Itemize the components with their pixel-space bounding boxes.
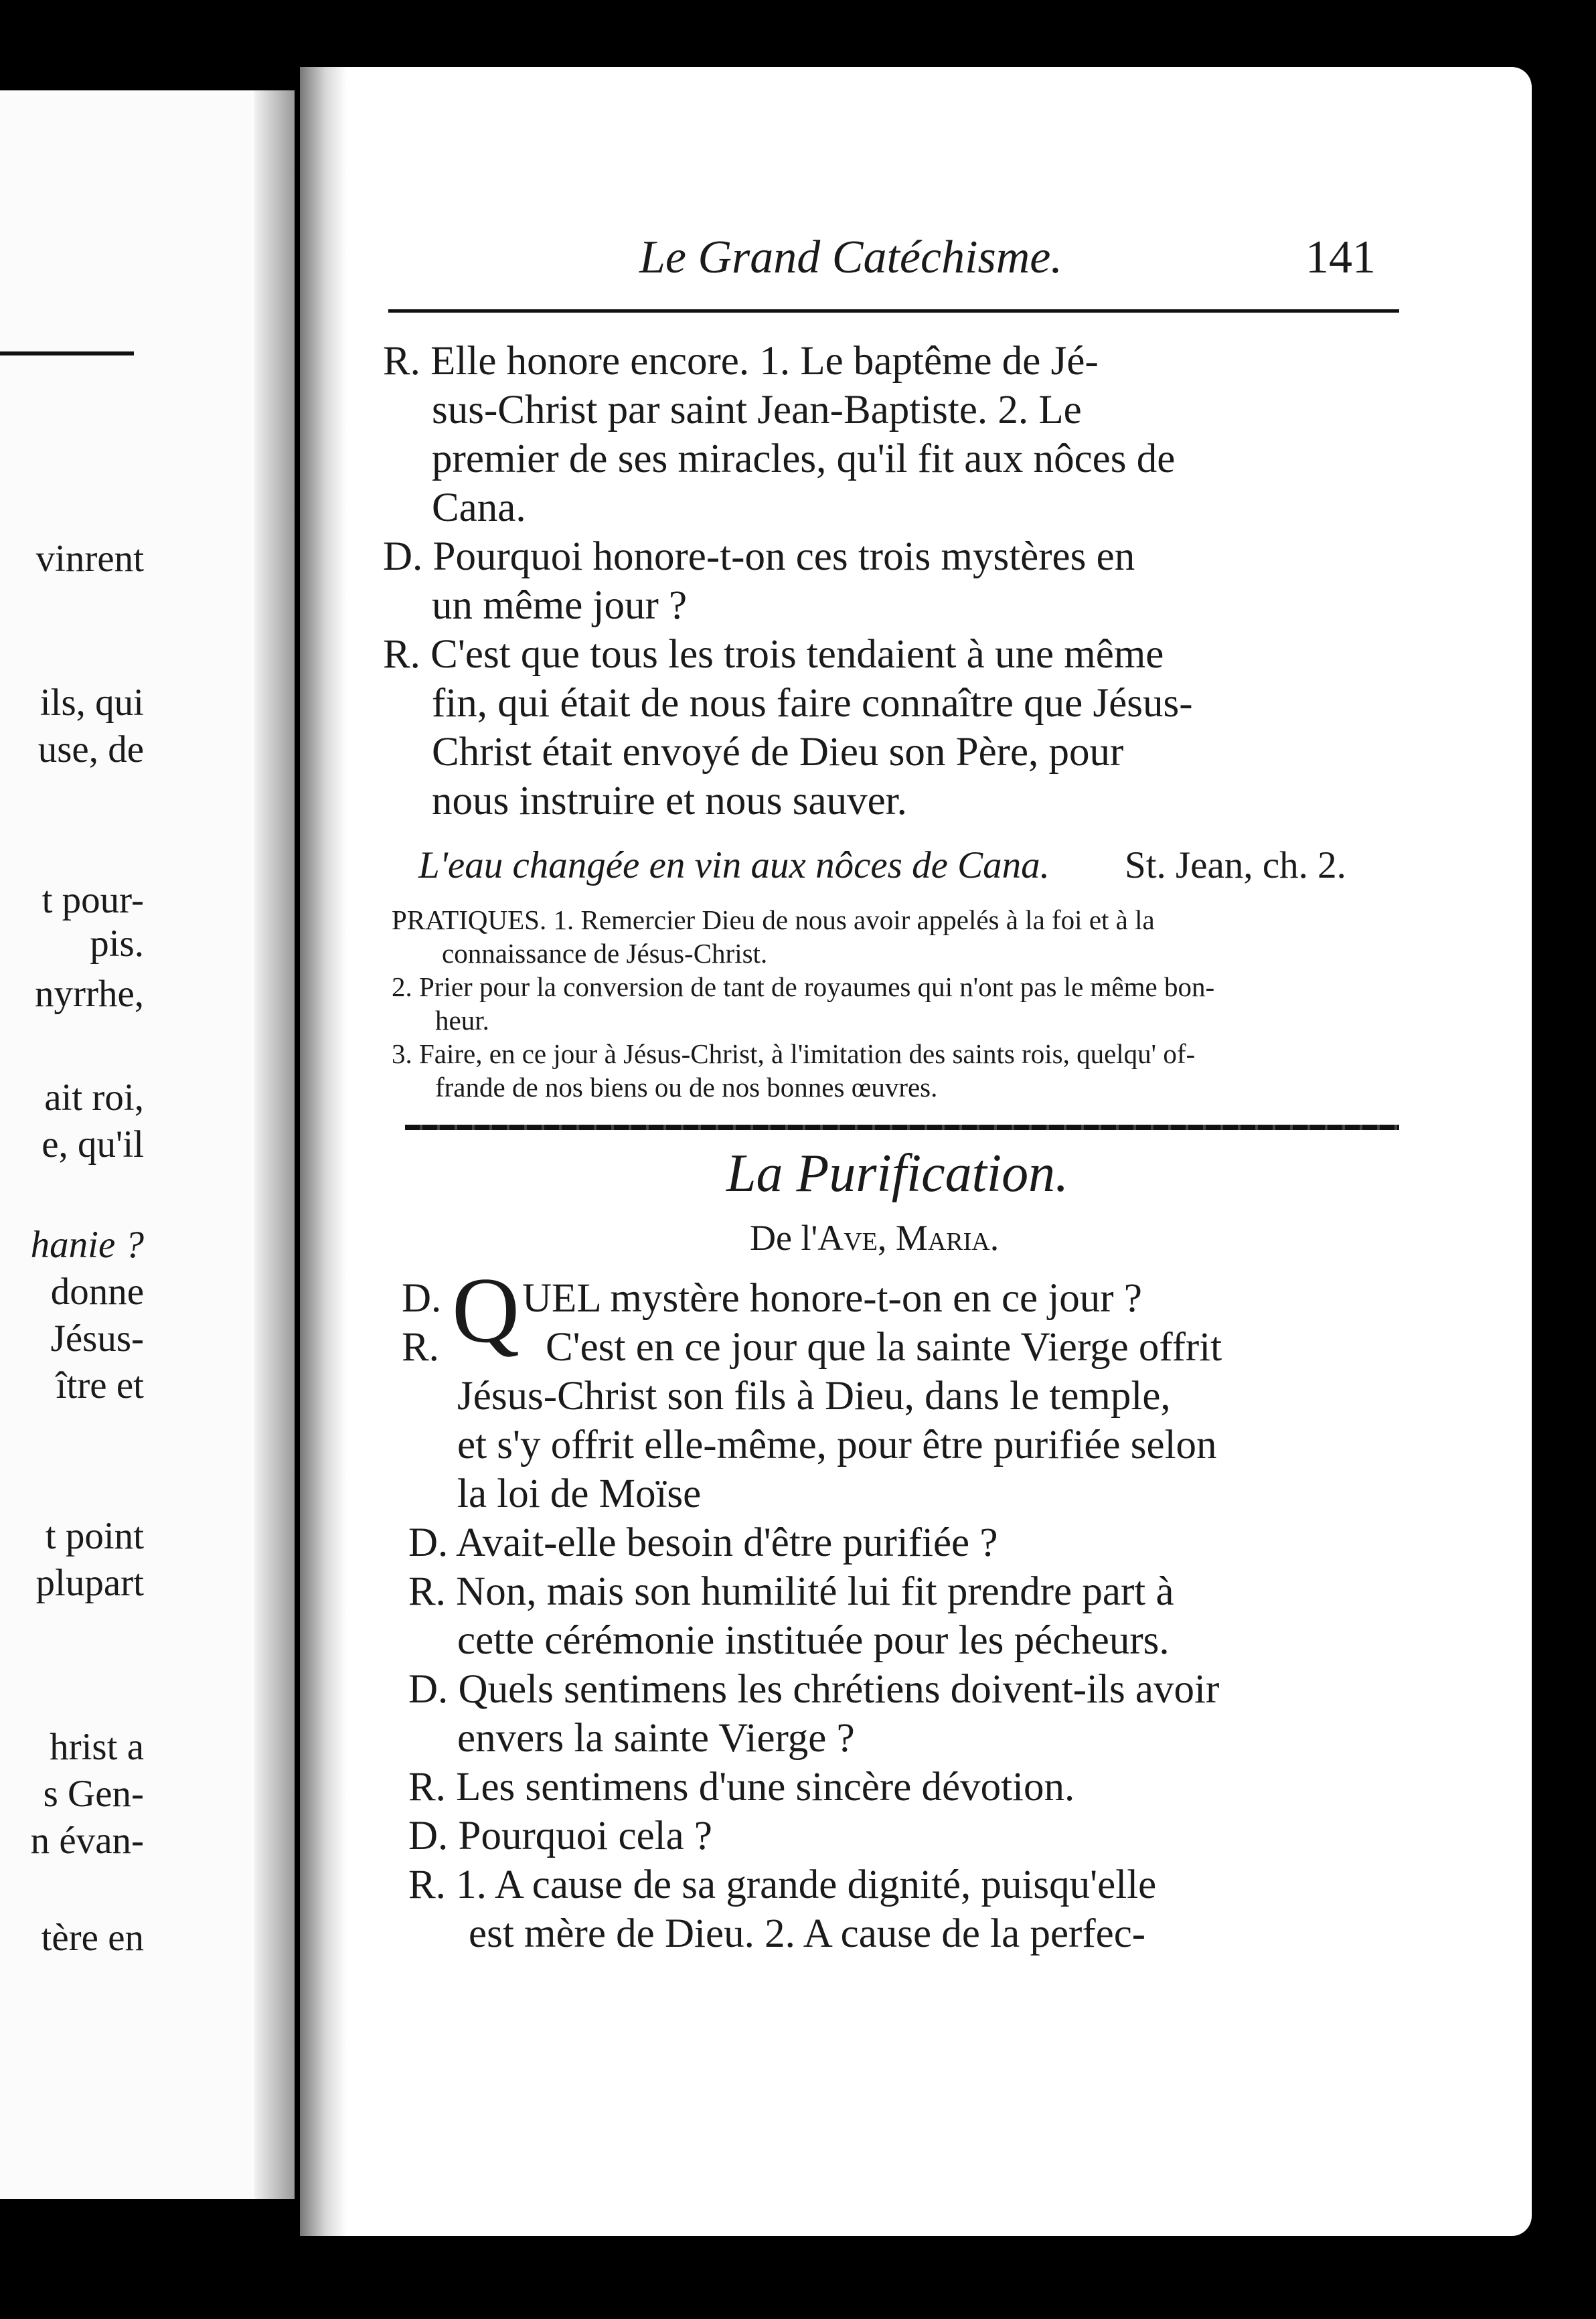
text-line: R. C'est que tous les trois tendaient à une même [383,632,1164,677]
section-title: La Purification. [726,1144,1069,1203]
left-fragment: nyrrhe, [34,973,144,1015]
left-fragment: t pour- [42,879,144,921]
section-subtitle [750,1217,999,1259]
text-line: C'est en ce jour que la sainte Vierge offrit [546,1325,1222,1370]
left-fragment: hrist a [50,1726,144,1768]
text-line: D. Pourquoi cela ? [408,1814,712,1858]
illustration-caption: L'eau changée en vin aux nôces de Cana. [418,844,1050,886]
pratiques-line: frande de nos biens ou de nos bonnes œuvres. [435,1072,938,1103]
page-number: 141 [1305,232,1376,283]
pratiques-line: 3. Faire, en ce jour à Jésus-Christ, à l'imitation des saints rois, quelqu' of- [392,1038,1196,1069]
left-page-shadow [254,90,295,2199]
text-line: fin, qui était de nous faire connaître que Jésus- [432,681,1193,726]
left-fragment: ils, qui [39,682,144,724]
left-fragment: Jésus- [50,1317,144,1360]
left-fragment: hanie ? [30,1224,144,1266]
text-line: un même jour ? [432,583,688,628]
caption-reference: St. Jean, ch. 2. [1125,844,1346,886]
left-page-rule [0,351,134,355]
text-line: cette cérémonie instituée pour les pécheurs. [457,1618,1170,1663]
left-fragment: tère en [41,1917,144,1959]
left-fragment: use, de [37,728,144,771]
text-line: nous instruire et nous sauver. [432,779,907,823]
text-line: R. Non, mais son humilité lui fit prendre part à [408,1569,1174,1614]
text-line: R. Elle honore encore. 1. Le baptême de Jé- [383,339,1099,384]
subtitle-smallcaps: Ave, Maria. [817,1218,1000,1258]
running-head-title: Le Grand Catéchisme. [639,232,1062,283]
left-fragment: t point [45,1515,144,1557]
text-line: D. Avait-elle besoin d'être purifiée ? [408,1520,998,1565]
text-line: envers la sainte Vierge ? [457,1716,855,1761]
subtitle-prefix: De l' [750,1218,818,1258]
pratiques-line: 2. Prier pour la conversion de tant de royaumes qui n'ont pas le même bon- [392,971,1215,1002]
text-line: D. Quels sentimens les chrétiens doivent-ils avoir [408,1667,1220,1712]
left-fragment: donne [50,1271,144,1313]
text-line: Jésus-Christ son fils à Dieu, dans le temple, [457,1374,1171,1419]
left-page [0,90,285,2199]
pratiques-line: heur. [435,1005,489,1036]
text-line: R. 1. A cause de sa grande dignité, puisqu'elle [408,1862,1157,1907]
left-fragment: pis. [90,923,144,965]
text-line: la loi de Moïse [457,1471,702,1516]
text-line: Christ était envoyé de Dieu son Père, pour [432,730,1124,775]
text-line-label: R. [402,1325,439,1370]
text-line: R. Les sentimens d'une sincère dévotion. [408,1765,1075,1810]
drop-cap: Q [452,1259,520,1362]
left-fragment: s Gen- [43,1773,144,1815]
left-fragment: ait roi, [44,1076,144,1119]
text-line-label: D. [402,1276,442,1321]
text-line: et s'y offrit elle-même, pour être purifiée selon [457,1423,1217,1467]
pratiques-line: connaissance de Jésus-Christ. [442,938,768,969]
section-rule [405,1125,1399,1130]
left-fragment: ître et [56,1364,144,1407]
left-fragment: n évan- [30,1820,144,1862]
header-rule [388,309,1399,313]
text-line: premier de ses miracles, qu'il fit aux nôces de [432,436,1176,481]
left-fragment: e, qu'il [42,1123,144,1166]
page-gutter [300,67,347,2236]
text-line: est mère de Dieu. 2. A cause de la perfec- [469,1911,1146,1956]
text-line: Cana. [432,485,526,530]
left-fragment: plupart [35,1562,144,1604]
text-line: sus-Christ par saint Jean-Baptiste. 2. Le [432,388,1082,432]
pratiques-line: PRATIQUES. 1. Remercier Dieu de nous avoir appelés à la foi et à la [392,904,1155,935]
text-line: D. Pourquoi honore-t-on ces trois mystères en [383,534,1135,579]
left-fragment: vinrent [35,538,144,580]
text-line: UEL mystère honore-t-on en ce jour ? [522,1276,1142,1321]
